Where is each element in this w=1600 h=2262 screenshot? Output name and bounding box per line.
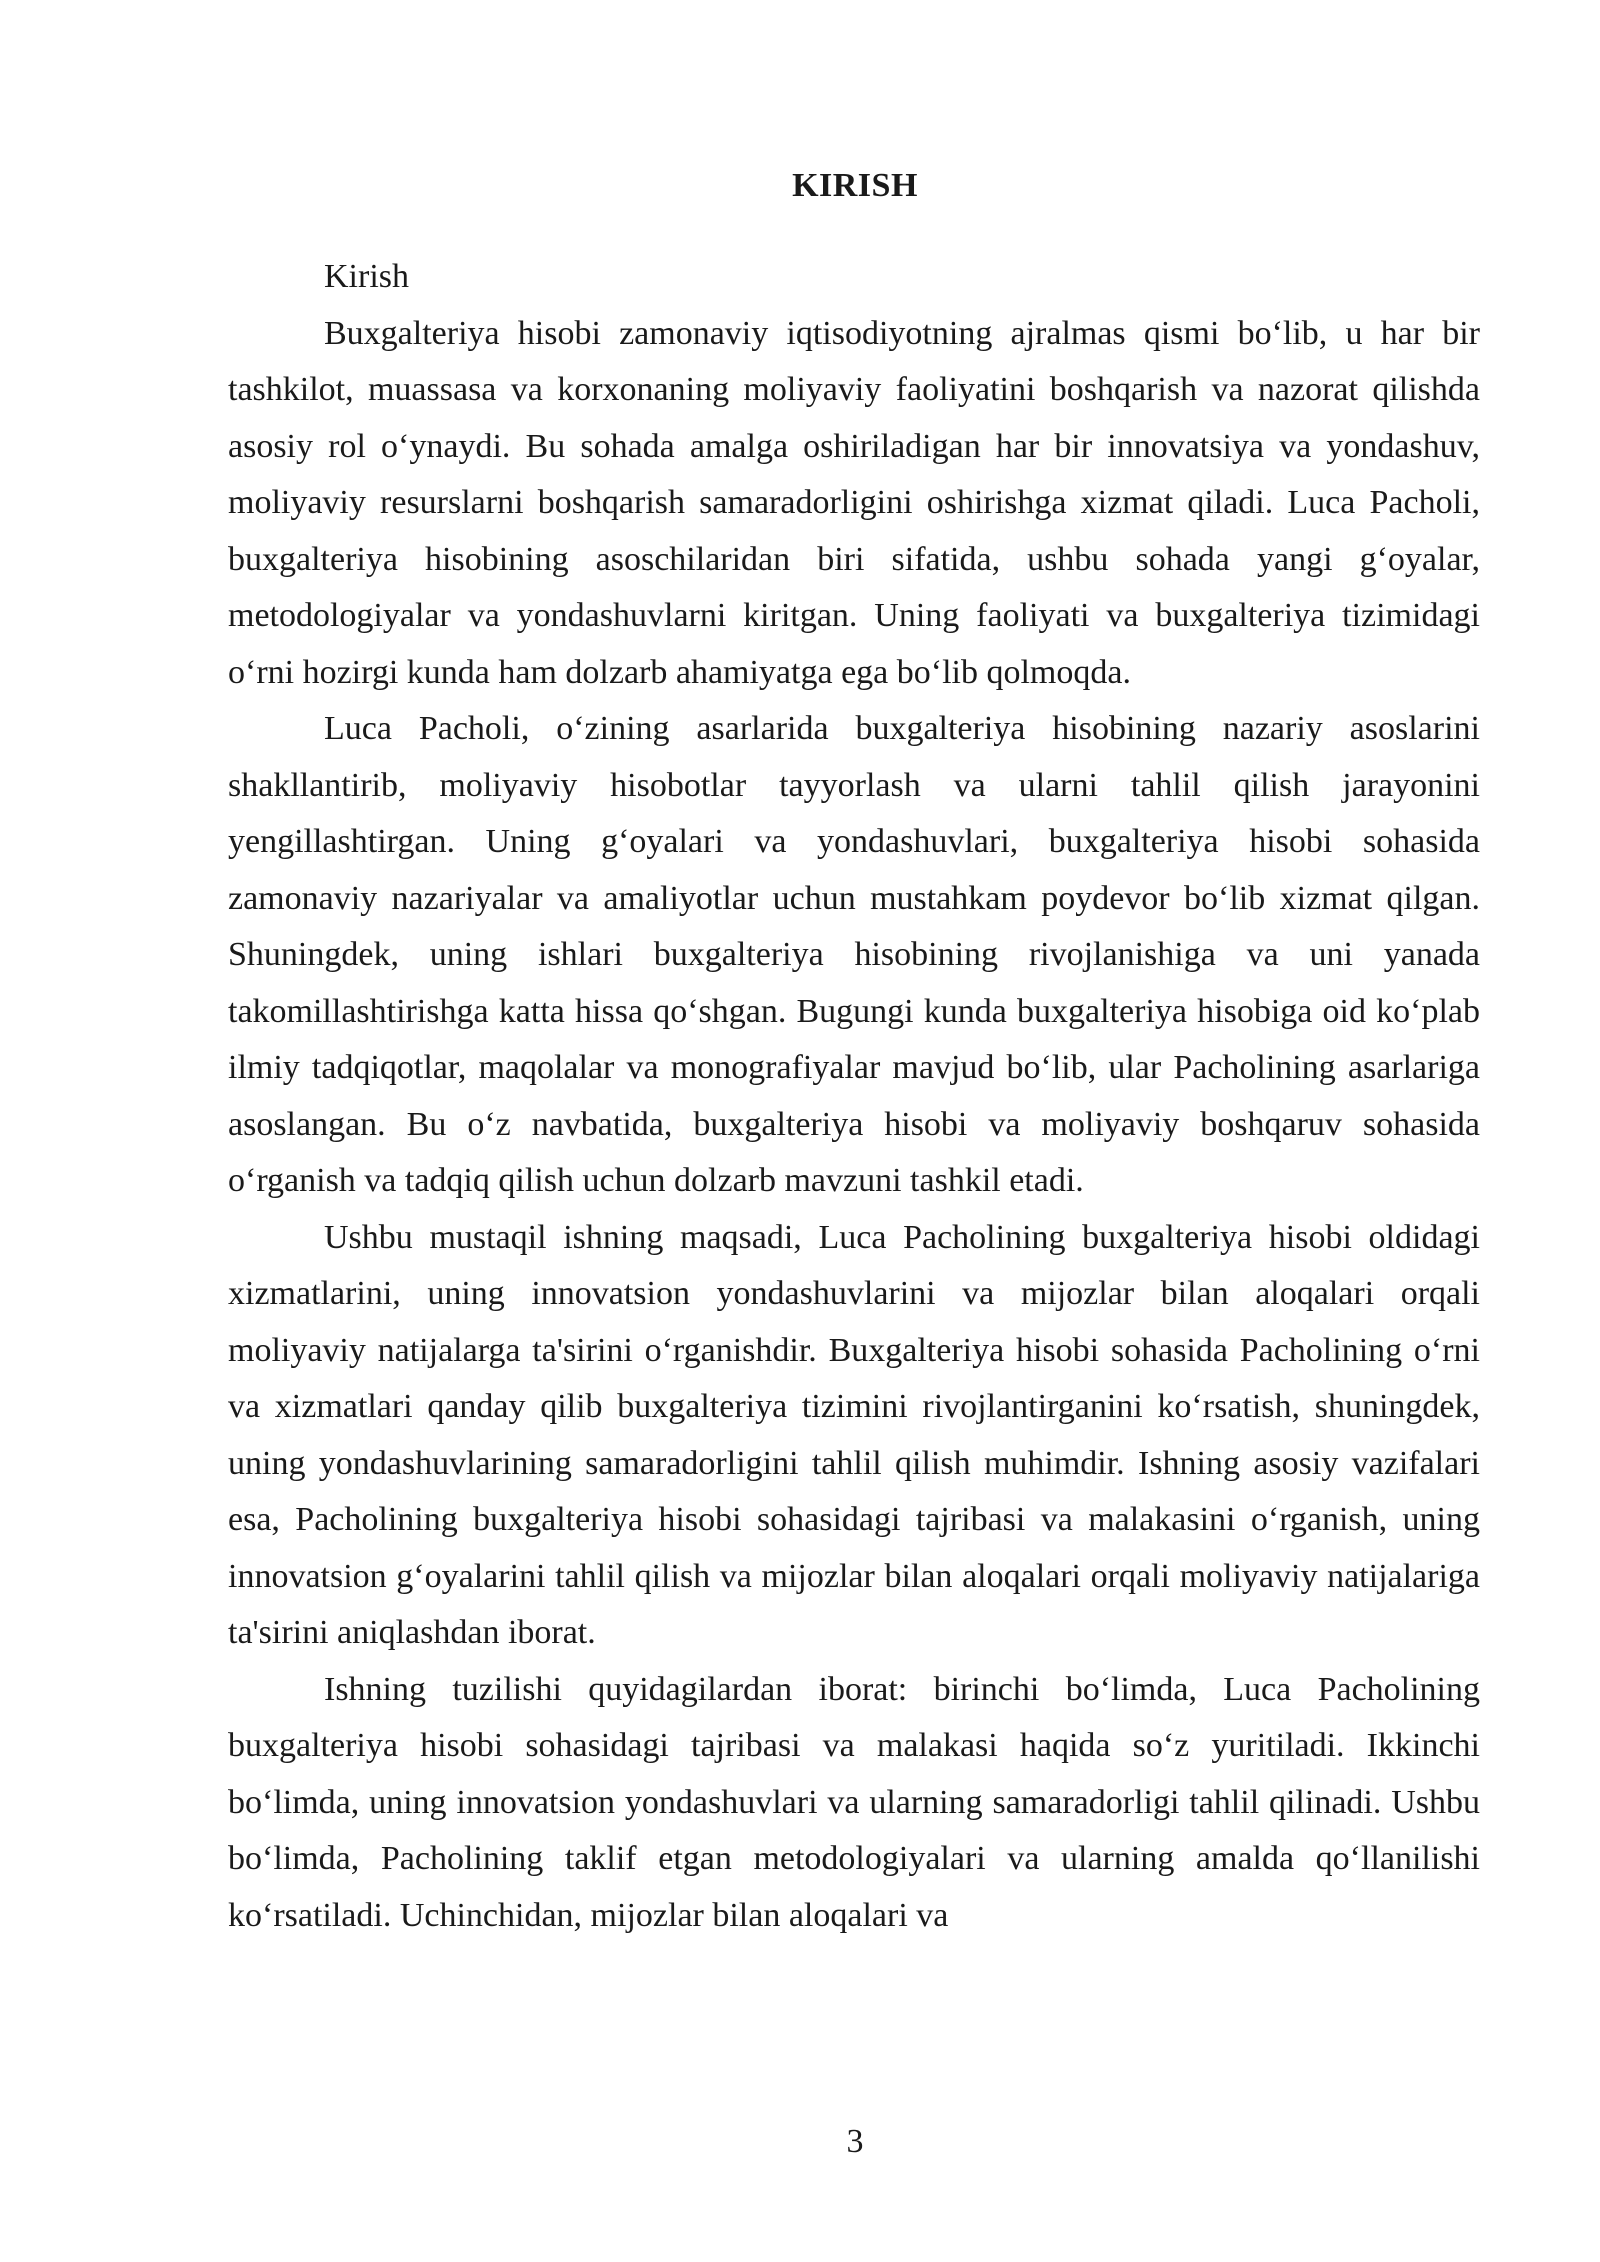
paragraph-4: Ishning tuzilishi quyidagilardan iborat: birinchi bo‘limda, Luca Pacholining buxgalteriya hisobi sohasidagi tajribasi va malakasi haqida so‘z yuritiladi. Ikkinchi bo‘limda, uning innovatsion yondashuvlari va ularning samaradorligi tahlil qilinadi. Ushbu bo‘limda, Pacholining taklif etgan metodologiyalari va ularning amalda qo‘llanilishi ko‘rsatiladi. Uchinchidan, mijozlar bilan aloqalari va	[228, 1670, 1480, 1934]
paragraph-2: Luca Pacholi, o‘zining asarlarida buxgalteriya hisobining nazariy asoslarini shakllantirib, moliyaviy hisobotlar tayyorlash va ularni tahlil qilish jarayonini yengillashtirgan. Uning g‘oyalari va yondashuvlari, buxgalteriya hisobi sohasida zamonaviy nazariyalar va amaliyotlar uchun mustahkam poydevor bo‘lib xizmat qilgan. Shuningdek, uning ishlari buxgalteriya hisobining rivojlanishiga va uni yanada takomillashtirishga katta hissa qo‘shgan. Bugungi kunda buxgalteriya hisobiga oid ko‘plab ilmiy tadqiqotlar, maqolalar va monografiyalar mavjud bo‘lib, ular Pacholining asarlariga asoslangan. Bu o‘z navbatida, buxgalteriya hisobi va moliyaviy boshqaruv sohasida o‘rganish va tadqiq qilish uchun dolzarb mavzuni tashkil etadi.	[228, 710, 1480, 1199]
page-number: 3	[846, 2123, 864, 2160]
section-heading: KIRISH	[792, 167, 918, 204]
paragraph-1: Buxgalteriya hisobi zamonaviy iqtisodiyotning ajralmas qismi bo‘lib, u har bir tashkilot, muassasa va korxonaning moliyaviy faoliyatini boshqarish va nazorat qilishda asosiy rol o‘ynaydi. Bu sohada amalga oshiriladigan har bir innovatsiya va yondashuv, moliyaviy resurslarni boshqarish samaradorligini oshirishga xizmat qiladi. Luca Pacholi, buxgalteriya hisobining asoschilaridan biri sifatida, ushbu sohada yangi g‘oyalar, metodologiyalar va yondashuvlarni kiritgan. Uning faoliyati va buxgalteriya tizimidagi o‘rni hozirgi kunda ham dolzarb ahamiyatga ega bo‘lib qolmoqda.	[228, 314, 1480, 691]
intro-label: Kirish	[324, 258, 409, 295]
body-text	[228, 249, 1480, 1944]
paragraph-3: Ushbu mustaqil ishning maqsadi, Luca Pacholining buxgalteriya hisobi oldidagi xizmatlarini, uning innovatsion yondashuvlarini va mijozlar bilan aloqalari orqali moliyaviy natijalarga ta'sirini o‘rganishdir. Buxgalteriya hisobi sohasida Pacholining o‘rni va xizmatlari qanday qilib buxgalteriya tizimini rivojlantirganini ko‘rsatish, shuningdek, uning yondashuvlarining samaradorligini tahlil qilish muhimdir. Ishning asosiy vazifalari esa, Pacholining buxgalteriya hisobi sohasidagi tajribasi va malakasini o‘rganish, uning innovatsion g‘oyalarini tahlil qilish va mijozlar bilan aloqalari orqali moliyaviy natijalariga ta'sirini aniqlashdan iborat.	[228, 1218, 1480, 1651]
